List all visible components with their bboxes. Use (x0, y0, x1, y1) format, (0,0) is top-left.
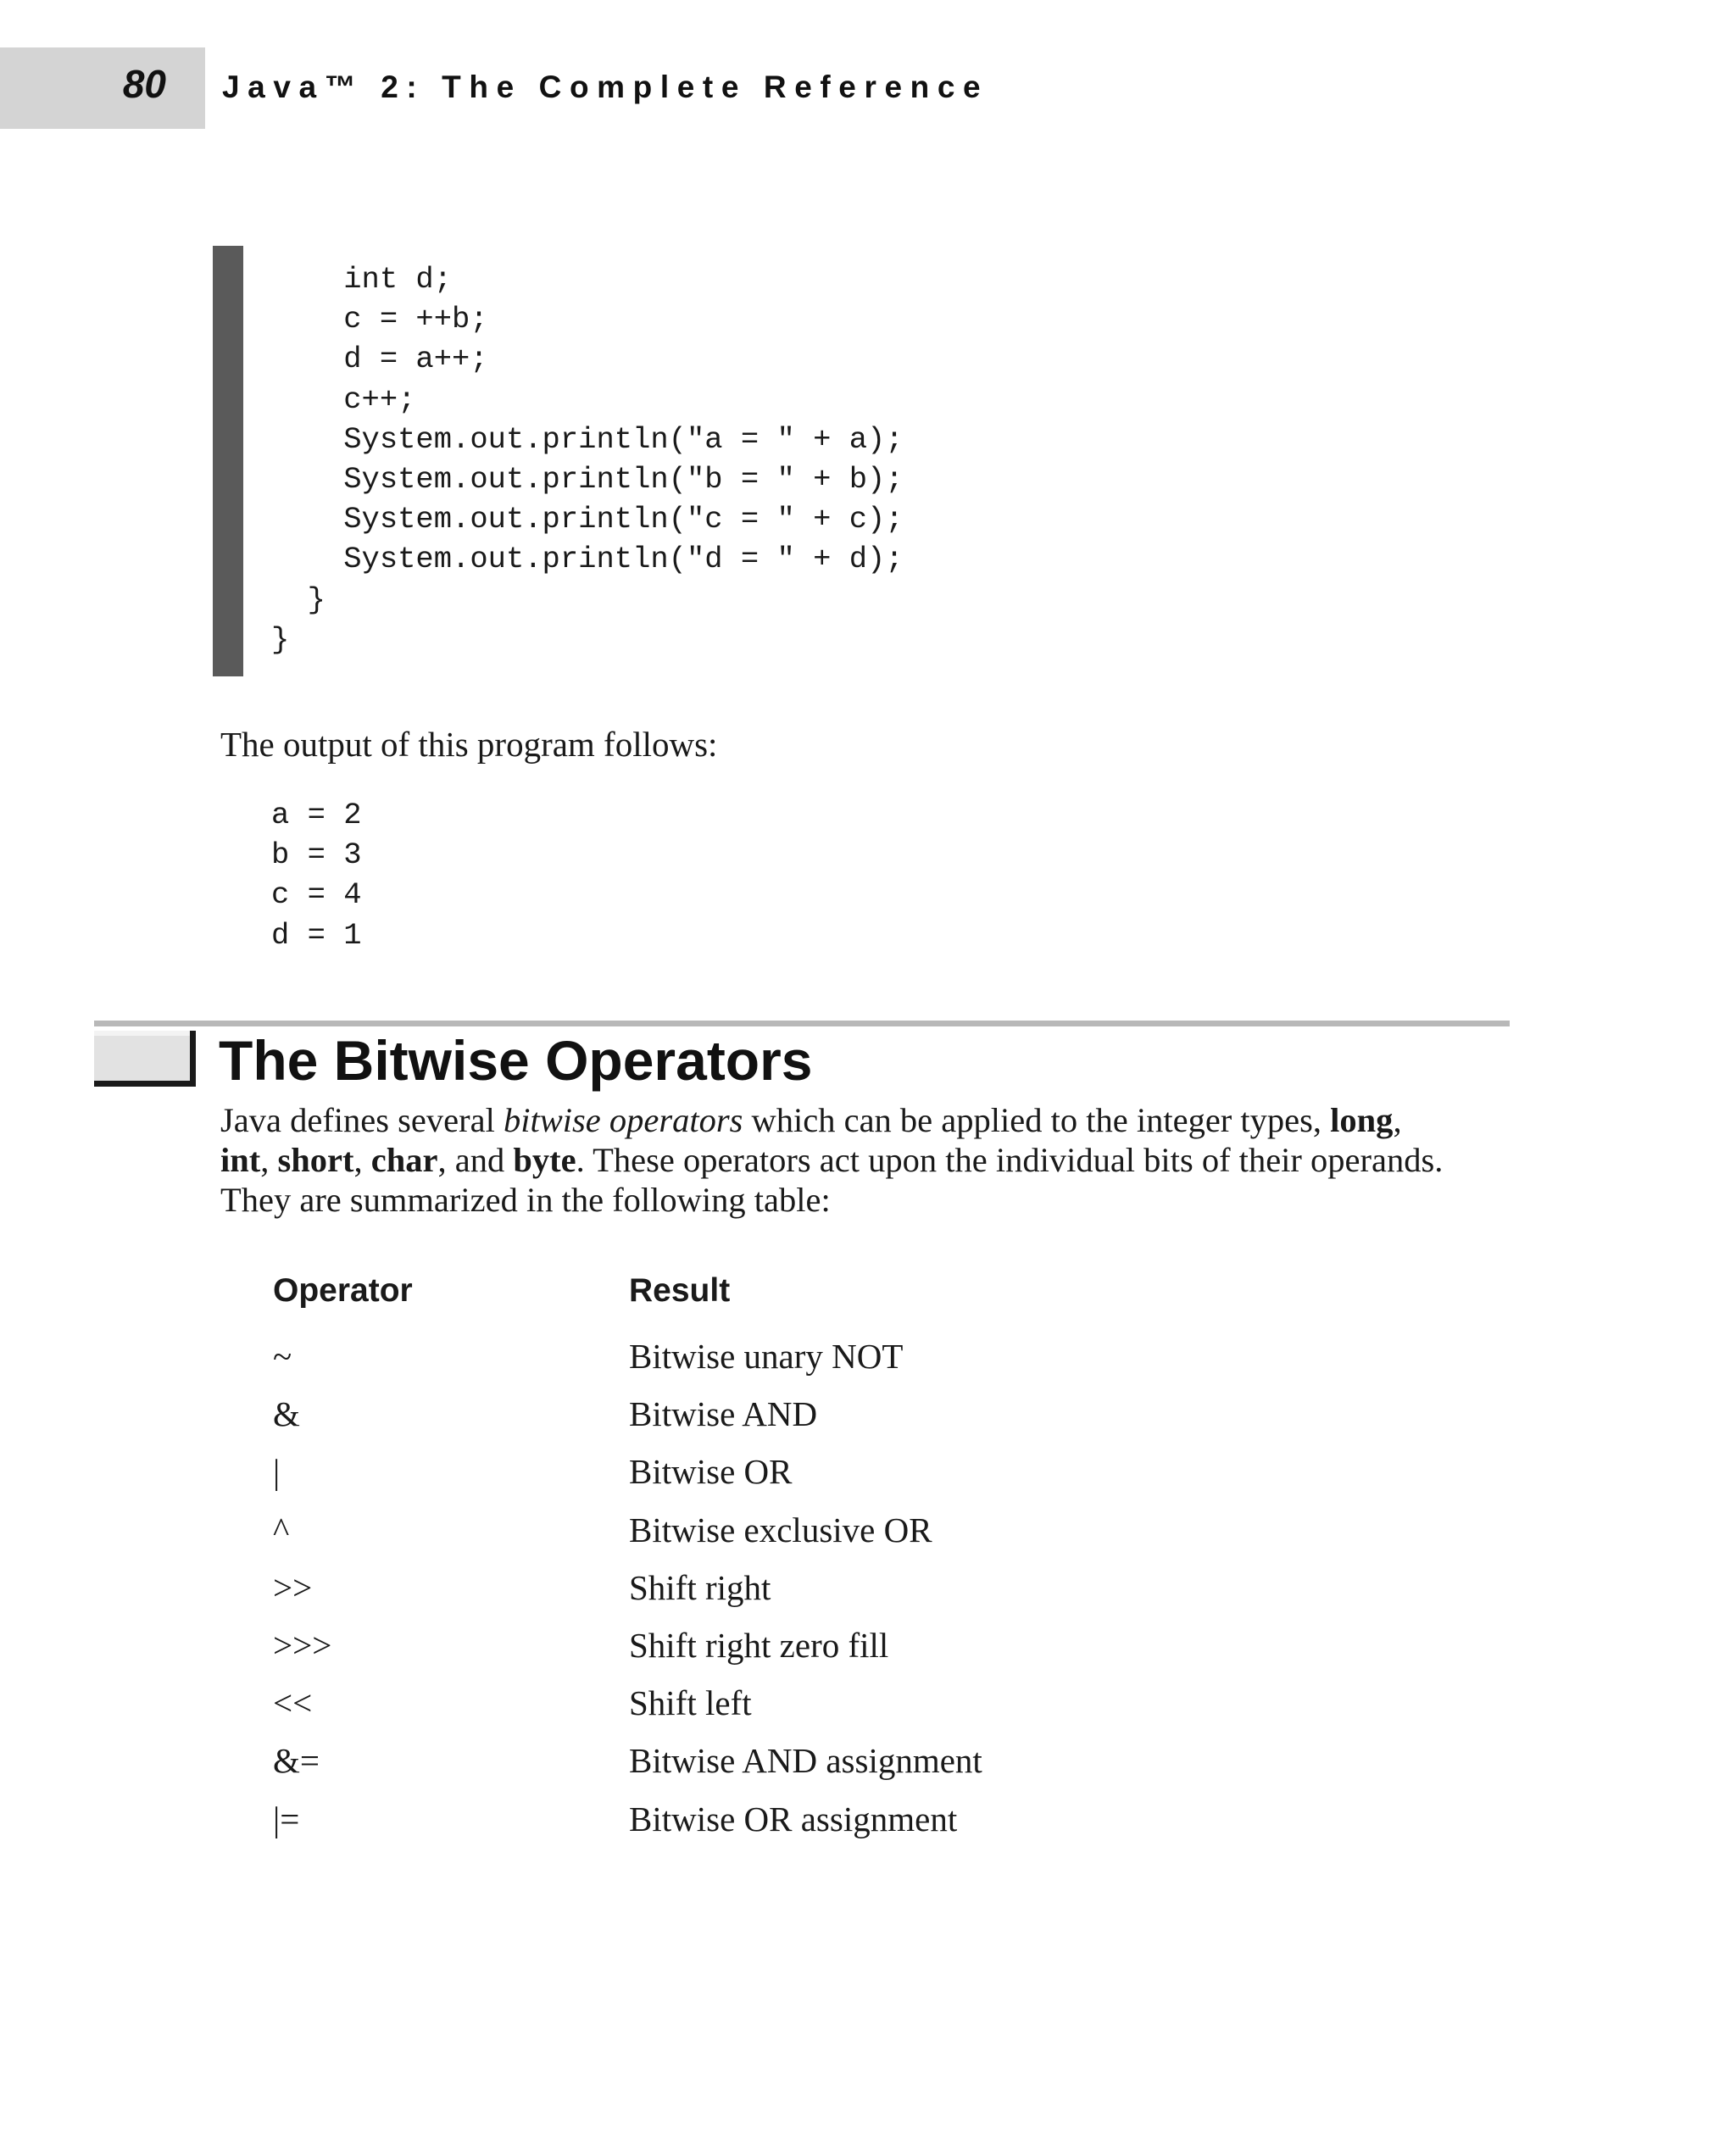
paragraph-line (220, 1100, 1526, 1140)
section-marker (94, 1031, 196, 1087)
code-line: d = a++; (271, 342, 488, 377)
operator-cell: & (273, 1394, 300, 1434)
code-line: c = ++b; (271, 302, 488, 337)
operator-cell: ^ (273, 1510, 290, 1549)
code-line: System.out.println("c = " + c); (271, 502, 904, 537)
code-line: c++; (271, 381, 416, 417)
table-row (0, 1683, 1736, 1740)
paragraph-text: , (260, 1141, 278, 1180)
term-bitwise-operators: bitwise operators (503, 1101, 743, 1139)
code-line: } (271, 621, 290, 657)
operator-cell: | (273, 1452, 281, 1492)
table-row (0, 1625, 1736, 1683)
paragraph-text: which can be applied to the integer types, (743, 1101, 1331, 1139)
code-line: System.out.println("b = " + b); (271, 462, 904, 498)
page-number-box (0, 47, 205, 129)
paragraph-line: They are summarized in the following table: (220, 1181, 831, 1220)
paragraph-text: , and (437, 1141, 514, 1180)
operator-cell: &= (273, 1741, 320, 1781)
keyword-char: char (370, 1141, 438, 1180)
page-number: 80 (122, 62, 166, 106)
table-row (0, 1799, 1736, 1856)
table-header-result: Result (629, 1272, 731, 1309)
paragraph-line (220, 1140, 1526, 1180)
result-cell: Bitwise unary NOT (629, 1337, 904, 1376)
output-line: a = 2 (271, 798, 362, 832)
result-cell: Shift right zero fill (629, 1625, 889, 1665)
paragraph-text: . These operators act upon the individual bits of their operands. (576, 1141, 1444, 1180)
table-row (0, 1393, 1736, 1451)
paragraph-text: Java defines several (220, 1101, 504, 1139)
result-cell: Bitwise OR assignment (629, 1799, 958, 1838)
keyword-long: long (1330, 1101, 1394, 1139)
section-paragraph (220, 1100, 1526, 1221)
code-line: System.out.println("a = " + a); (271, 421, 904, 457)
result-cell: Shift right (629, 1567, 771, 1607)
operator-cell: << (273, 1683, 313, 1723)
table-row (0, 1336, 1736, 1393)
result-cell: Bitwise exclusive OR (629, 1510, 932, 1549)
output-line: c = 4 (271, 877, 362, 913)
operator-cell: |= (273, 1799, 300, 1838)
code-listing (271, 259, 904, 659)
table-row (0, 1510, 1736, 1567)
code-line: int d; (271, 262, 453, 297)
keyword-short: short (277, 1141, 354, 1180)
paragraph-text: , (353, 1141, 371, 1180)
paragraph-text: , (1393, 1101, 1402, 1139)
operator-table (0, 1336, 1736, 1856)
result-cell: Shift left (629, 1683, 752, 1723)
table-row (0, 1451, 1736, 1509)
operator-cell: >>> (273, 1625, 332, 1665)
code-line: System.out.println("d = " + d); (271, 542, 904, 577)
program-output (271, 795, 362, 955)
table-row (0, 1567, 1736, 1625)
code-margin-bar (213, 246, 243, 676)
section-title: The Bitwise Operators (219, 1029, 813, 1092)
keyword-int: int (220, 1141, 261, 1180)
section-rule (94, 1021, 1510, 1026)
output-intro: The output of this program follows: (220, 725, 718, 764)
operator-cell: ~ (273, 1337, 292, 1376)
result-cell: Bitwise OR (629, 1452, 793, 1492)
result-cell: Bitwise AND assignment (629, 1741, 982, 1781)
running-title: Java™ 2: The Complete Reference (222, 70, 989, 104)
keyword-byte: byte (513, 1141, 576, 1180)
table-row (0, 1740, 1736, 1798)
result-cell: Bitwise AND (629, 1394, 818, 1434)
operator-cell: >> (273, 1567, 313, 1607)
code-line: } (271, 581, 326, 617)
output-line: d = 1 (271, 917, 362, 953)
output-line: b = 3 (271, 837, 362, 873)
table-header-operator: Operator (273, 1272, 413, 1309)
